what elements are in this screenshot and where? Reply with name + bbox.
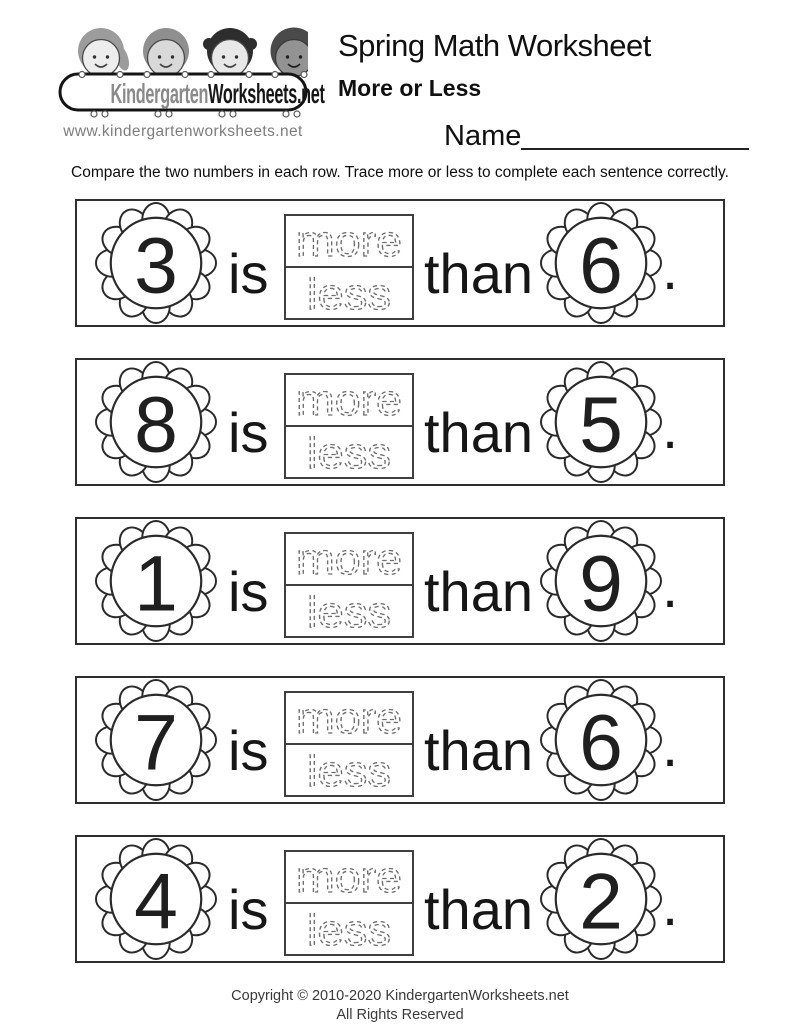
page-subtitle: More or Less <box>338 75 482 101</box>
trace-less-icon <box>286 427 412 477</box>
brand-second: Worksheets.net <box>208 78 325 109</box>
word-than: than <box>424 719 533 782</box>
flower-icon <box>95 520 217 642</box>
title-block <box>338 28 651 102</box>
right-number: 6 <box>579 698 623 787</box>
left-number: 8 <box>134 380 178 469</box>
trace-less-icon <box>286 586 412 636</box>
sentence-period: . <box>662 237 679 302</box>
sentence-period: . <box>662 396 679 461</box>
trace-box <box>284 691 414 797</box>
word-is: is <box>228 242 269 305</box>
page-title: Spring Math Worksheet <box>338 28 651 63</box>
flower-icon <box>95 679 217 801</box>
site-logo <box>58 18 325 120</box>
trace-more-icon <box>286 852 412 902</box>
worksheet-row-5 <box>75 835 725 963</box>
trace-more-icon <box>286 693 412 743</box>
trace-less-cell[interactable] <box>286 268 412 318</box>
right-number: 5 <box>579 380 623 469</box>
worksheet-row-2 <box>75 358 725 486</box>
trace-word-less: less <box>307 429 391 477</box>
logo-wordmark <box>110 76 325 111</box>
left-number: 3 <box>134 221 178 310</box>
trace-box <box>284 373 414 479</box>
word-than: than <box>424 878 533 941</box>
sentence-period: . <box>662 873 679 938</box>
trace-more-cell[interactable] <box>286 693 412 745</box>
trace-less-icon <box>286 745 412 795</box>
trace-word-less: less <box>307 906 391 954</box>
left-number: 4 <box>134 857 178 946</box>
footer <box>0 987 800 1025</box>
trace-more-cell[interactable] <box>286 375 412 427</box>
trace-less-cell[interactable] <box>286 427 412 477</box>
trace-less-cell[interactable] <box>286 586 412 636</box>
word-than: than <box>424 242 533 305</box>
word-is: is <box>228 560 269 623</box>
rights-text: All Rights Reserved <box>336 1007 464 1023</box>
trace-box <box>284 532 414 638</box>
trace-less-cell[interactable] <box>286 904 412 954</box>
trace-word-less: less <box>307 747 391 795</box>
word-is: is <box>228 719 269 782</box>
trace-more-cell[interactable] <box>286 852 412 904</box>
sentence-period: . <box>662 714 679 779</box>
trace-word-less: less <box>307 270 391 318</box>
word-than: than <box>424 401 533 464</box>
trace-more-icon <box>286 375 412 425</box>
flower-icon <box>540 202 662 324</box>
flower-icon <box>95 838 217 960</box>
trace-less-icon <box>286 268 412 318</box>
left-number: 1 <box>134 539 178 628</box>
trace-word-more: more <box>296 535 402 584</box>
trace-box <box>284 850 414 956</box>
instructions-text: Compare the two numbers in each row. Trace more or less to complete each sentence correctly. <box>71 164 729 181</box>
trace-word-more: more <box>296 853 402 902</box>
trace-word-less: less <box>307 588 391 636</box>
name-row <box>444 120 749 153</box>
trace-word-more: more <box>296 217 402 266</box>
copyright-text: Copyright © 2010-2020 KindergartenWorksheets.net <box>231 988 569 1004</box>
flower-icon <box>540 520 662 642</box>
worksheet-row-3 <box>75 517 725 645</box>
word-than: than <box>424 560 533 623</box>
trace-less-cell[interactable] <box>286 745 412 795</box>
sentence-period: . <box>662 555 679 620</box>
flower-icon <box>95 202 217 324</box>
right-number: 2 <box>579 857 623 946</box>
right-number: 9 <box>579 539 623 628</box>
trace-more-cell[interactable] <box>286 216 412 268</box>
word-is: is <box>228 401 269 464</box>
trace-word-more: more <box>296 694 402 743</box>
flower-icon <box>540 679 662 801</box>
trace-more-icon <box>286 534 412 584</box>
left-number: 7 <box>134 698 178 787</box>
worksheet-row-1 <box>75 199 725 327</box>
trace-less-icon <box>286 904 412 954</box>
right-number: 6 <box>579 221 623 310</box>
trace-box <box>284 214 414 320</box>
word-is: is <box>228 878 269 941</box>
trace-word-more: more <box>296 376 402 425</box>
flower-icon <box>540 361 662 483</box>
worksheet-row-4 <box>75 676 725 804</box>
name-label: Name <box>444 120 522 152</box>
brand-first: Kindergarten <box>110 78 209 109</box>
flower-icon <box>540 838 662 960</box>
name-input-line[interactable] <box>521 148 749 150</box>
flower-icon <box>95 361 217 483</box>
trace-more-icon <box>286 216 412 266</box>
site-url: www.kindergartenworksheets.net <box>63 123 303 140</box>
trace-more-cell[interactable] <box>286 534 412 586</box>
